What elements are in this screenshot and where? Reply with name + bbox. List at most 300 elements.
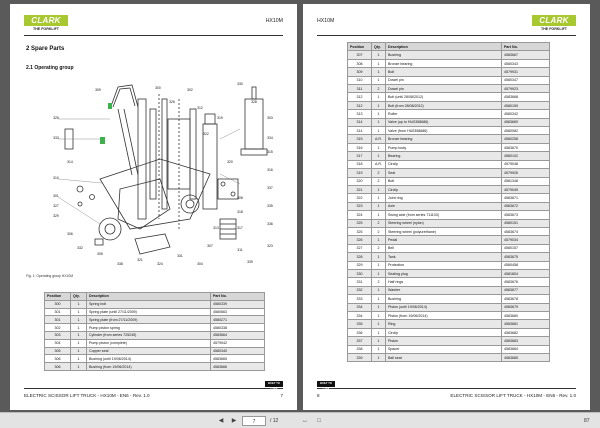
callout-label: 304 — [197, 262, 203, 266]
table-cell: 301 — [45, 308, 71, 316]
callout-label: 339 — [247, 260, 253, 264]
table-cell: 319 — [348, 169, 372, 177]
table-cell: 4579034 — [502, 236, 550, 244]
table-cell: 313 — [348, 110, 372, 118]
table-row — [348, 177, 550, 185]
table-cell: Pump piston (complete) — [87, 339, 211, 347]
table-row — [45, 347, 265, 355]
table-cell: 4579931 — [502, 68, 550, 76]
table-cell: 2 — [372, 244, 386, 252]
table-cell: 311 — [348, 85, 372, 93]
table-row — [348, 160, 550, 168]
table-cell: 4580082 — [502, 127, 550, 135]
table-cell: 333 — [348, 295, 372, 303]
table-row — [348, 135, 550, 143]
table-row — [348, 202, 550, 210]
callout-label: 318 — [237, 210, 243, 214]
table-row — [348, 227, 550, 235]
table-cell: 4580151 — [502, 219, 550, 227]
table-cell: Bolt — [386, 177, 502, 185]
table-cell: 330 — [348, 269, 372, 277]
table-cell: 4583680 — [502, 312, 550, 320]
prev-page-icon[interactable]: ◀ — [218, 418, 224, 424]
callout-label: 330 — [237, 82, 243, 86]
table-cell: 4580340 — [211, 347, 265, 355]
table-cell: 4583679 — [502, 303, 550, 311]
table-row — [45, 355, 265, 363]
table-cell: 301 — [45, 316, 71, 324]
table-cell: 332 — [348, 286, 372, 294]
callout-label: 327 — [53, 204, 59, 208]
parts-table-right — [347, 42, 550, 362]
model-label: HX10M — [317, 18, 335, 24]
table-cell: Valve (up to HU0358686) — [386, 118, 502, 126]
table-cell: 4579926 — [502, 169, 550, 177]
table-cell: 338 — [348, 345, 372, 353]
model-label: HX10M — [265, 18, 283, 24]
table-row — [348, 320, 550, 328]
table-cell: Bronze bearing — [386, 59, 502, 67]
table-cell: Valve (from HU0358686) — [386, 127, 502, 135]
total-pages-label: / 12 — [270, 418, 279, 424]
table-cell: Ball seat — [386, 354, 502, 362]
table-cell: 1 — [372, 76, 386, 84]
table-cell: 1 — [372, 68, 386, 76]
table-row — [348, 85, 550, 93]
callout-label: 324 — [157, 262, 163, 266]
table-cell: Dowel pin — [386, 85, 502, 93]
table-cell: Steering wheel (polyurethane) — [386, 227, 502, 235]
table-cell: 4583676 — [502, 278, 550, 286]
table-cell: 1 — [71, 331, 87, 339]
table-cell: 4583685 — [502, 354, 550, 362]
table-cell: 4583669 — [502, 118, 550, 126]
page-header — [317, 10, 576, 36]
table-cell: 4583677 — [502, 286, 550, 294]
table-cell: 1 — [372, 303, 386, 311]
table-row — [348, 286, 550, 294]
table-cell: Bolt — [386, 68, 502, 76]
table-cell: 4583684 — [502, 345, 550, 353]
callout-label: 319 — [217, 116, 223, 120]
table-cell: 1 — [372, 152, 386, 160]
table-row — [45, 300, 265, 308]
table-cell: 4580338 — [211, 324, 265, 332]
callout-label: 302 — [187, 88, 193, 92]
table-cell: 1 — [71, 339, 87, 347]
table-cell: Tank — [386, 253, 502, 261]
table-cell: 325 — [348, 219, 372, 227]
table-row — [348, 194, 550, 202]
table-cell: 1 — [372, 354, 386, 362]
table-cell: Bell — [386, 244, 502, 252]
table-cell: 336 — [348, 328, 372, 336]
table-cell: 318 — [348, 160, 372, 168]
table-cell: 314 — [348, 127, 372, 135]
callout-label: 305 — [97, 252, 103, 256]
fit-page-icon[interactable]: □ — [317, 418, 321, 424]
callout-label: 309 — [95, 88, 101, 92]
table-cell: 1 — [372, 328, 386, 336]
table-row — [348, 337, 550, 345]
callout-label: 326 — [169, 100, 175, 104]
table-cell: 1 — [372, 194, 386, 202]
table-cell: 328 — [348, 253, 372, 261]
next-page-icon[interactable]: ▶ — [231, 418, 237, 424]
table-cell: 316 — [348, 143, 372, 151]
table-cell: 1 — [372, 185, 386, 193]
table-cell: Cylinder (from series 725245) — [87, 331, 211, 339]
column-header: Part No. — [502, 43, 550, 51]
table-cell: 324 — [348, 211, 372, 219]
table-cell: 1 — [372, 127, 386, 135]
table-cell: 4583672 — [502, 202, 550, 210]
table-cell: 4583682 — [502, 328, 550, 336]
callout-label: 312 — [197, 106, 203, 110]
table-row — [348, 303, 550, 311]
page-number-input[interactable]: 7 — [242, 416, 266, 426]
table-cell: 327 — [348, 244, 372, 252]
table-cell: 2 — [372, 177, 386, 185]
table-row — [348, 185, 550, 193]
table-cell: Pedal — [386, 236, 502, 244]
table-cell: Ring — [386, 320, 502, 328]
table-cell: 1 — [372, 110, 386, 118]
table-row — [348, 118, 550, 126]
clark-logo: CLARK THE FORKLIFT — [24, 15, 68, 33]
table-cell: 2 — [372, 169, 386, 177]
table-cell: 305 — [45, 347, 71, 355]
table-cell: 307 — [348, 51, 372, 59]
subsection-title: 2.1 Operating group — [26, 65, 74, 71]
page-footer — [317, 382, 576, 404]
table-cell: 309 — [348, 68, 372, 76]
footer-title: ELECTRIC SCISSOR LIFT TRUCK - HX10M - EN6 - Rev. 1.0 — [24, 393, 150, 398]
operating-group-drawing — [40, 79, 272, 267]
table-cell: 4580157 — [502, 244, 550, 252]
clark-logo: CLARK THE FORKLIFT — [532, 15, 576, 33]
table-cell: 322 — [348, 194, 372, 202]
highlight-part-mid — [100, 137, 105, 144]
page-footer — [24, 382, 283, 404]
table-cell: 1 — [372, 143, 386, 151]
callout-label: 336 — [267, 222, 273, 226]
built-to-last-badge: BUILT TO LAST — [265, 381, 283, 387]
callout-label: 333 — [53, 136, 59, 140]
table-cell: Joint ring — [386, 194, 502, 202]
table-cell: 4580339 — [211, 300, 265, 308]
table-cell: 4579048 — [502, 160, 550, 168]
table-header-row — [45, 293, 265, 301]
table-cell: 326 — [348, 236, 372, 244]
table-row — [348, 261, 550, 269]
column-header: Description — [386, 43, 502, 51]
table-cell: Axle — [386, 202, 502, 210]
page-number: 8 — [317, 393, 320, 398]
table-cell: 303 — [45, 331, 71, 339]
table-cell: 1 — [372, 253, 386, 261]
table-cell: Spring bolt — [87, 300, 211, 308]
callout-label: 314 — [67, 160, 73, 164]
table-row — [348, 101, 550, 109]
table-row — [45, 316, 265, 324]
table-cell: 329 — [348, 261, 372, 269]
table-row — [348, 219, 550, 227]
table-cell: 4583675 — [502, 253, 550, 261]
table-cell: 308 — [348, 59, 372, 67]
callout-label: 331 — [177, 254, 183, 258]
table-cell: 2 — [372, 219, 386, 227]
table-row — [45, 363, 265, 371]
table-row — [348, 127, 550, 135]
table-cell: Half rings — [386, 278, 502, 286]
callout-label: 325 — [53, 116, 59, 120]
table-row — [348, 68, 550, 76]
table-cell: 315 — [348, 135, 372, 143]
table-cell: 1 — [372, 51, 386, 59]
table-cell: 1 — [372, 337, 386, 345]
column-header: Qty. — [71, 293, 87, 301]
table-cell: 325 — [348, 227, 372, 235]
table-row — [348, 110, 550, 118]
table-cell: Steering wheel (nylon) — [386, 219, 502, 227]
table-cell: 4580159 — [502, 101, 550, 109]
table-cell: 4583670 — [502, 143, 550, 151]
table-cell: 1 — [372, 269, 386, 277]
table-cell: 2 — [372, 227, 386, 235]
parts-table-left — [44, 292, 265, 371]
table-cell: 4583674 — [502, 227, 550, 235]
table-cell: 334 — [348, 303, 372, 311]
table-row — [348, 143, 550, 151]
table-cell: 1 — [372, 211, 386, 219]
table-cell: Spring plate (until 27/11/2009) — [87, 308, 211, 316]
page-header — [24, 10, 283, 36]
table-cell: 4580347 — [502, 76, 550, 84]
table-cell: 300 — [45, 300, 71, 308]
table-cell: 4583671 — [502, 194, 550, 202]
table-cell: 4583668 — [502, 93, 550, 101]
table-cell: 1 — [71, 347, 87, 355]
table-row — [348, 236, 550, 244]
table-cell: 312 — [348, 101, 372, 109]
section-title: 2 Spare Parts — [26, 46, 65, 52]
table-row — [348, 354, 550, 362]
table-cell: Spring plate (from 27/11/2009) — [87, 316, 211, 324]
table-row — [348, 59, 550, 67]
zoom-level[interactable]: 87 — [584, 418, 590, 424]
footer-title: ELECTRIC SCISSOR LIFT TRUCK - HX10M - EN6 - Rev. 1.0 — [450, 393, 576, 398]
table-cell: 1 — [71, 355, 87, 363]
callout-label: 338 — [117, 262, 123, 266]
pdf-viewer-toolbar — [0, 412, 600, 428]
table-cell: Bushing — [386, 51, 502, 59]
table-cell: 317 — [348, 152, 372, 160]
table-cell: Bolt (until 28/08/2012) — [386, 93, 502, 101]
callout-label: 322 — [203, 132, 209, 136]
callout-label: 335 — [267, 204, 273, 208]
table-cell: 1 — [372, 312, 386, 320]
table-row — [45, 339, 265, 347]
table-cell: 4580663 — [211, 308, 265, 316]
table-cell: 334 — [348, 312, 372, 320]
table-row — [348, 253, 550, 261]
table-cell: 4581348 — [502, 177, 550, 185]
table-row — [348, 76, 550, 84]
table-cell: Protection — [386, 261, 502, 269]
right-page — [303, 4, 590, 410]
callout-label: 323 — [267, 244, 273, 248]
table-cell: 302 — [45, 324, 71, 332]
table-cell: 4583666 — [211, 363, 265, 371]
table-cell: 1 — [372, 93, 386, 101]
fit-width-icon[interactable]: ↔ — [302, 418, 308, 424]
table-cell: 4579042 — [211, 339, 265, 347]
table-cell: Spacer — [386, 345, 502, 353]
column-header: Qty. — [372, 43, 386, 51]
table-cell: Piston (until 19/06/2014) — [386, 303, 502, 311]
table-row — [348, 244, 550, 252]
table-cell: 1 — [372, 261, 386, 269]
table-cell: A.R. — [372, 135, 386, 143]
callout-label: 334 — [267, 136, 273, 140]
table-cell: Copper seal — [87, 347, 211, 355]
table-cell: 4579049 — [502, 185, 550, 193]
table-cell: 1 — [71, 300, 87, 308]
table-cell: 310 — [348, 76, 372, 84]
table-cell: Bronze bearing — [386, 135, 502, 143]
callout-label: 332 — [77, 246, 83, 250]
table-cell: 4580342 — [502, 110, 550, 118]
table-cell: 314 — [348, 118, 372, 126]
table-cell: 4583664 — [211, 331, 265, 339]
table-cell: 4583673 — [502, 211, 550, 219]
callout-label: 320 — [227, 160, 233, 164]
table-row — [348, 93, 550, 101]
table-cell: 1 — [372, 202, 386, 210]
table-cell: A.R. — [372, 160, 386, 168]
table-cell: 4580458 — [502, 261, 550, 269]
callout-label: 300 — [155, 86, 161, 90]
table-cell: Washer — [386, 286, 502, 294]
table-cell: 335 — [348, 320, 372, 328]
table-cell: 1 — [372, 236, 386, 244]
column-header: Description — [87, 293, 211, 301]
table-cell: Circlip — [386, 160, 502, 168]
table-row — [348, 278, 550, 286]
table-row — [348, 211, 550, 219]
built-to-last-badge: BUILT TO LAST — [317, 381, 335, 387]
table-cell: 4583665 — [211, 355, 265, 363]
callout-label: 316 — [267, 168, 273, 172]
table-row — [45, 324, 265, 332]
table-cell: Circlip — [386, 185, 502, 193]
callout-label: 301 — [53, 194, 59, 198]
table-cell: 4583678 — [502, 295, 550, 303]
callout-label: 328 — [251, 100, 257, 104]
table-cell: Pump body — [386, 143, 502, 151]
table-cell: Roller — [386, 110, 502, 118]
table-row — [348, 328, 550, 336]
callout-label: 313 — [213, 226, 219, 230]
callout-label: 317 — [237, 226, 243, 230]
table-cell: Swing axle (from series 711103) — [386, 211, 502, 219]
table-cell: Sealing plug — [386, 269, 502, 277]
callout-label: 310 — [53, 176, 59, 180]
table-cell: 4583681 — [502, 320, 550, 328]
table-cell: 323 — [348, 202, 372, 210]
table-cell: Bushing — [386, 295, 502, 303]
table-cell: 337 — [348, 337, 372, 345]
table-cell: Piston — [386, 337, 502, 345]
table-header-row — [348, 43, 550, 51]
table-cell: Dowel pin — [386, 76, 502, 84]
table-cell: 1 — [372, 345, 386, 353]
table-row — [45, 308, 265, 316]
table-row — [348, 269, 550, 277]
callout-label: 337 — [267, 186, 273, 190]
table-cell: 1 — [372, 320, 386, 328]
table-row — [348, 152, 550, 160]
callout-label: 307 — [207, 244, 213, 248]
callout-label: 308 — [237, 196, 243, 200]
page-number: 7 — [280, 393, 283, 398]
table-cell: Circlip — [386, 328, 502, 336]
table-cell: 1 — [372, 59, 386, 67]
table-cell: Piston (from 19/06/2014) — [386, 312, 502, 320]
table-cell: 2 — [372, 85, 386, 93]
table-cell: 1 — [372, 101, 386, 109]
table-cell: 4581804 — [502, 269, 550, 277]
table-cell: 321 — [348, 185, 372, 193]
table-cell: 2 — [372, 278, 386, 286]
table-cell: 4583667 — [502, 51, 550, 59]
table-cell: Bearing — [386, 152, 502, 160]
table-cell: 1 — [372, 118, 386, 126]
table-cell: 1 — [372, 286, 386, 294]
table-row — [348, 312, 550, 320]
table-row — [348, 51, 550, 59]
callout-label: 306 — [67, 232, 73, 236]
table-row — [348, 295, 550, 303]
figure-caption: Fig. 1: Operating group HX10M — [26, 274, 74, 278]
table-cell: 1 — [71, 316, 87, 324]
table-cell: 4580102 — [502, 152, 550, 160]
table-cell: Seal — [386, 169, 502, 177]
table-row — [45, 331, 265, 339]
table-cell: 1 — [372, 295, 386, 303]
callout-label: 321 — [137, 258, 143, 262]
column-header: Part No. — [211, 293, 265, 301]
callout-label: 315 — [267, 150, 273, 154]
table-cell: 4583683 — [502, 337, 550, 345]
table-cell: 4580258 — [502, 135, 550, 143]
highlight-part-top — [108, 103, 112, 109]
table-cell: 1 — [71, 324, 87, 332]
table-cell: 1 — [71, 308, 87, 316]
table-cell: 320 — [348, 177, 372, 185]
table-cell: 312 — [348, 93, 372, 101]
callout-label: 311 — [237, 248, 243, 252]
left-page — [10, 4, 297, 410]
column-header: Position — [45, 293, 71, 301]
table-cell: Bolt (from 28/08/2012) — [386, 101, 502, 109]
column-header: Position — [348, 43, 372, 51]
table-cell: 339 — [348, 354, 372, 362]
table-cell: Bushing (from 19/06/2014) — [87, 363, 211, 371]
callout-label: 303 — [267, 116, 273, 120]
table-cell: Pump piston spring — [87, 324, 211, 332]
